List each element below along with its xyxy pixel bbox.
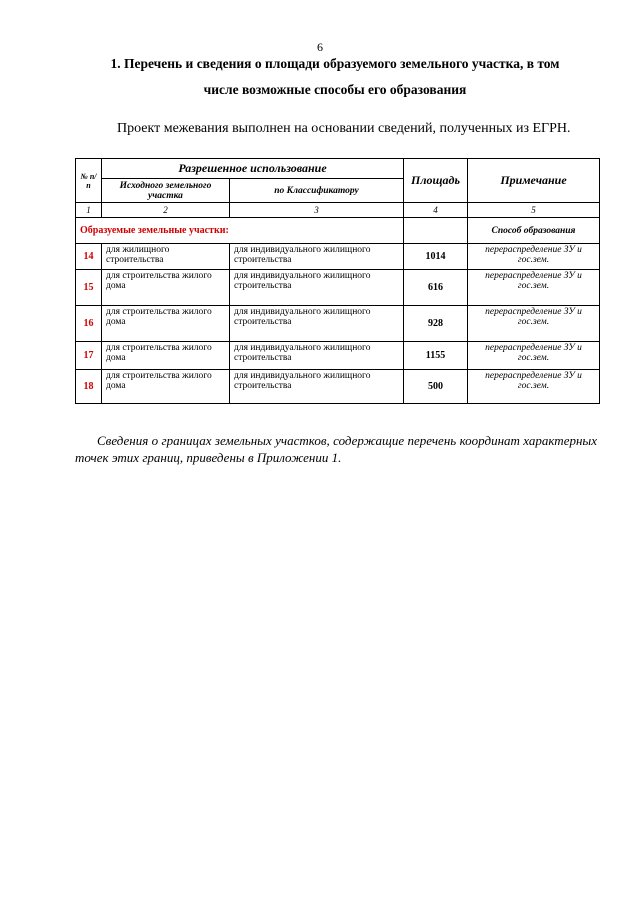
row-source-use: для строительства жилого дома <box>102 270 230 306</box>
header-note: Примечание <box>468 159 600 203</box>
land-plots-table <box>75 158 600 404</box>
row-classifier-use: для индивидуального жилищного строительства <box>230 370 404 404</box>
row-note: перераспределение ЗУ и гос.зем. <box>468 244 600 270</box>
row-area: 1014 <box>404 244 468 270</box>
table-row <box>76 342 600 370</box>
section-heading-line-2: числе возможные способы его образования <box>203 82 467 97</box>
row-num: 17 <box>76 342 102 370</box>
col-number: 1 <box>76 203 102 218</box>
row-source-use: для строительства жилого дома <box>102 370 230 404</box>
header-source-plot: Исходного земельного участка <box>102 179 230 203</box>
row-source-use: для строительства жилого дома <box>102 306 230 342</box>
row-area: 616 <box>404 270 468 306</box>
col-number: 4 <box>404 203 468 218</box>
col-number: 2 <box>102 203 230 218</box>
header-num: № п/п <box>76 159 102 203</box>
table-row <box>76 270 600 306</box>
row-classifier-use: для индивидуального жилищного строительства <box>230 342 404 370</box>
section-label: Образуемые земельные участки: <box>76 218 404 244</box>
row-area: 1155 <box>404 342 468 370</box>
intro-paragraph: Проект межевания выполнен на основании сведений, полученных из ЕГРН. <box>117 121 571 136</box>
table-row <box>76 306 600 342</box>
row-note: перераспределение ЗУ и гос.зем. <box>468 370 600 404</box>
table-row <box>76 244 600 270</box>
header-permitted-use: Разрешенное использование <box>102 159 404 179</box>
header-classifier: по Классификатору <box>230 179 404 203</box>
section-heading-line-1: 1. Перечень и сведения о площади образуемого земельного участка, в том <box>110 56 560 71</box>
row-classifier-use: для индивидуального жилищного строительства <box>230 306 404 342</box>
empty-cell <box>404 218 468 244</box>
header-area: Площадь <box>404 159 468 203</box>
row-note: перераспределение ЗУ и гос.зем. <box>468 342 600 370</box>
row-source-use: для жилищного строительства <box>102 244 230 270</box>
row-classifier-use: для индивидуального жилищного строительства <box>230 244 404 270</box>
row-area: 500 <box>404 370 468 404</box>
row-note: перераспределение ЗУ и гос.зем. <box>468 270 600 306</box>
row-classifier-use: для индивидуального жилищного строительства <box>230 270 404 306</box>
page-number: 6 <box>317 40 323 54</box>
section-row <box>76 218 600 244</box>
footer-paragraph: Сведения о границах земельных участков, содержащие перечень координат характерных точек этих границ, приведены в Приложении 1. <box>75 433 597 465</box>
table-row <box>76 370 600 404</box>
row-num: 14 <box>76 244 102 270</box>
row-num: 15 <box>76 270 102 306</box>
column-numbers-row <box>76 203 600 218</box>
col-number: 3 <box>230 203 404 218</box>
section-method: Способ образования <box>468 218 600 244</box>
row-source-use: для строительства жилого дома <box>102 342 230 370</box>
col-number: 5 <box>468 203 600 218</box>
row-note: перераспределение ЗУ и гос.зем. <box>468 306 600 342</box>
row-area: 928 <box>404 306 468 342</box>
row-num: 16 <box>76 306 102 342</box>
row-num: 18 <box>76 370 102 404</box>
